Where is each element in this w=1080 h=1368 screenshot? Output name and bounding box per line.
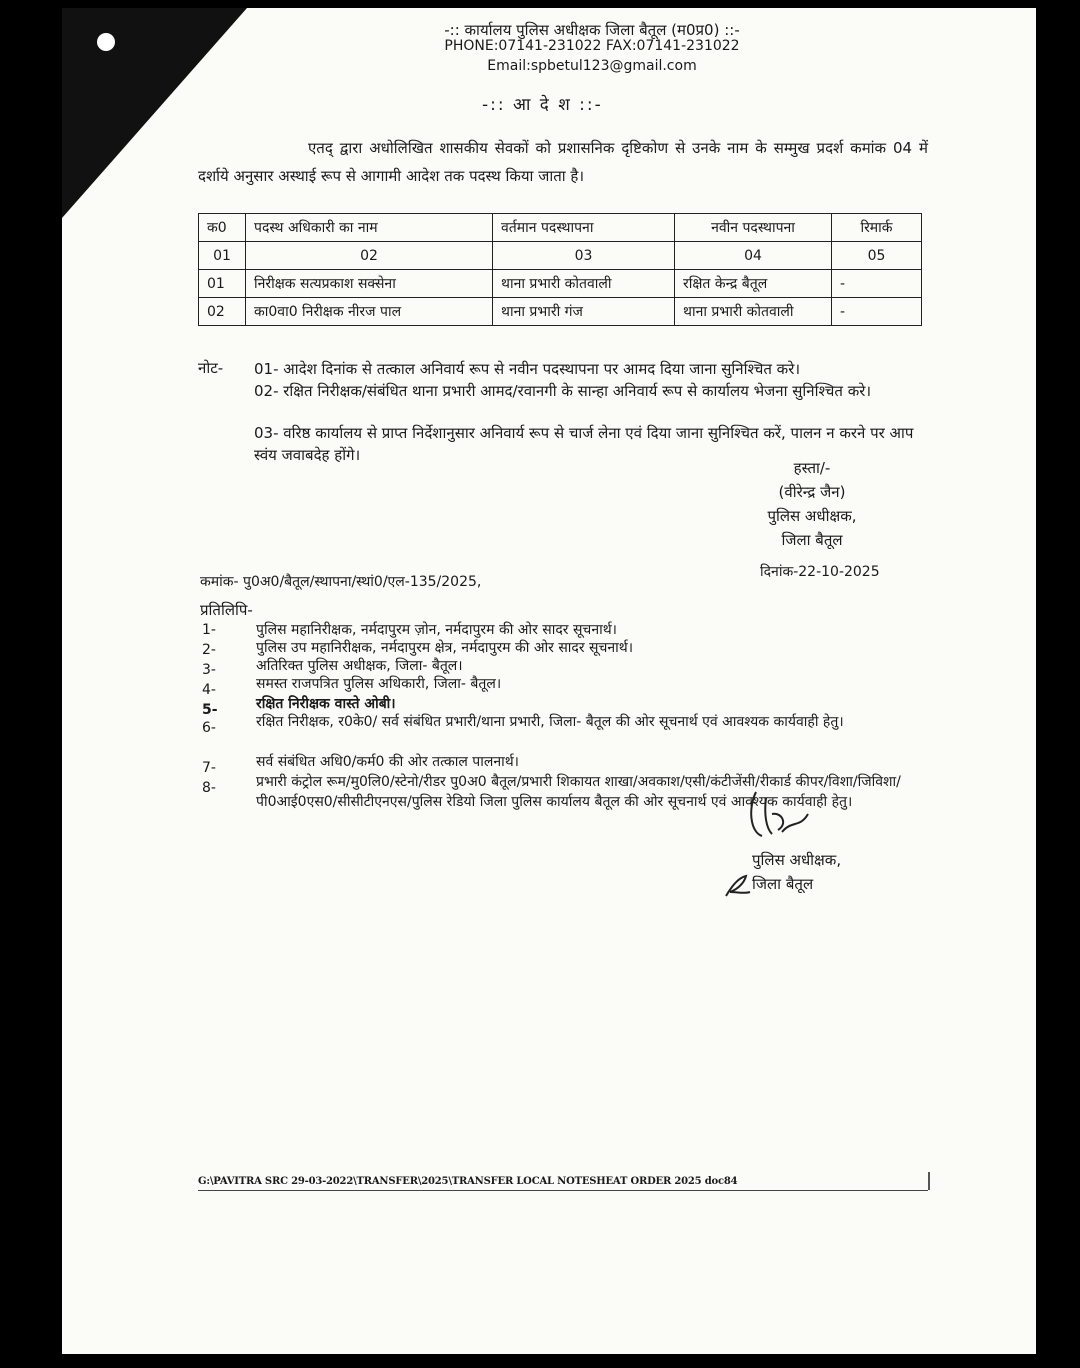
table-cell: थाना प्रभारी कोतवाली	[493, 270, 675, 298]
table-cell: 02	[199, 298, 246, 326]
copy-number: 3-	[202, 662, 216, 678]
table-row	[199, 270, 922, 298]
signatory-district: जिला बैतूल	[752, 875, 814, 893]
initials-mark	[722, 870, 754, 900]
table-cell: 05	[832, 242, 922, 270]
copy-number: 5-	[202, 702, 218, 718]
copy-item: रक्षित निरीक्षक वास्ते ओबी।	[256, 696, 396, 712]
table-cell: थाना प्रभारी गंज	[493, 298, 675, 326]
copy-number: 2-	[202, 642, 216, 658]
file-path-footer: G:\PAVITRA SRC 29-03-2022\TRANSFER\2025\TRANSFER LOCAL NOTESHEAT ORDER 2025 doc84	[198, 1176, 738, 1187]
table-cell: -	[832, 298, 922, 326]
copy-item: पुलिस उप महानिरीक्षक, नर्मदापुरम क्षेत्र, नर्मदापुरम की ओर सादर सूचनार्थ।	[256, 640, 634, 656]
table-cell: 01	[199, 270, 246, 298]
copy-heading: प्रतिलिपि-	[200, 601, 253, 619]
table-header: वर्तमान पदस्थापना	[493, 214, 675, 242]
copy-item: प्रभारी कंट्रोल रूम/मु0लि0/स्टेनो/रीडर पु0अ0 बैतूल/प्रभारी शिकायत शाखा/अवकाश/एसी/कंटीजेंसी/रीकार्ड कीपर/विशा/जिविशा/पी0आई0एस0/सीसीटीएनएस/पुलिस रेडियो जिला पुलिस कार्यालय बैतूल की ओर सूचनार्थ एवं आवश्यक कार्यवाही हेतु।	[256, 774, 901, 810]
table-cell: रक्षित केन्द्र बैतूल	[675, 270, 832, 298]
order-date: दिनांक-22-10-2025	[760, 564, 880, 580]
order-intro: एतद् द्वारा अधोलिखित शासकीय सेवकों को प्रशासनिक दृष्टिकोण से उनके नाम के सम्मुख प्रदर्श कमांक 04 में दर्शाये अनुसार अस्थाई रूप से आगामी आदेश तक पदस्थ किया जाता है।	[198, 139, 928, 185]
office-email: Email:spbetul123@gmail.com	[487, 58, 697, 74]
copy-number: 7-	[202, 760, 216, 776]
table-cell: 04	[675, 242, 832, 270]
table-cell: निरीक्षक सत्यप्रकाश सक्सेना	[246, 270, 493, 298]
signed-label: हस्ता/-	[793, 459, 831, 477]
table-cell: -	[832, 270, 922, 298]
note-label: नोट-	[198, 359, 224, 377]
punch-hole-icon	[97, 33, 115, 51]
signature-block	[752, 456, 872, 552]
copy-number: 6-	[202, 720, 216, 736]
handwritten-signature	[742, 784, 822, 844]
copy-number: 4-	[202, 682, 216, 698]
copy-item: समस्त राजपत्रित पुलिस अधिकारी, जिला- बैतूल।	[256, 676, 502, 692]
table-header: रिमार्क	[832, 214, 922, 242]
table-row	[199, 298, 922, 326]
copy-number: 1-	[202, 622, 216, 638]
copy-item: पुलिस महानिरीक्षक, नर्मदापुरम ज़ोन, नर्मदापुरम की ओर सादर सूचनार्थ।	[256, 622, 617, 638]
table-header: नवीन पदस्थापना	[675, 214, 832, 242]
note-item: 03- वरिष्ठ कार्यालय से प्राप्त निर्देशानुसार अनिवार्य रूप से चार्ज लेना एवं दिया जाना सुनिश्चित करें, पालन न करने पर आप स्वंय जवाबदेह होंगे।	[254, 424, 914, 464]
footer-mark	[928, 1172, 930, 1190]
table-header: पदस्थ अधिकारी का नाम	[246, 214, 493, 242]
office-title: -:: कार्यालय पुलिस अधीक्षक जिला बैतूल (म0प्र0) ::-	[444, 21, 740, 39]
table-cell: थाना प्रभारी कोतवाली	[675, 298, 832, 326]
table-cell: 02	[246, 242, 493, 270]
table-cell: 01	[199, 242, 246, 270]
copy-item: रक्षित निरीक्षक, र0के0/ सर्व संबंधित प्रभारी/थाना प्रभारी, जिला- बैतूल की ओर सूचनार्थ एवं आवश्यक कार्यवाही हेतु।	[256, 714, 844, 730]
footer-divider	[198, 1190, 928, 1191]
table-header-row	[199, 214, 922, 242]
copy-item: सर्व संबंधित अधि0/कर्म0 की ओर तत्काल पालनार्थ।	[256, 754, 519, 770]
signatory-designation: पुलिस अधीक्षक,	[752, 851, 842, 869]
corner-fold-mark	[62, 8, 312, 228]
copy-number: 8-	[202, 780, 216, 796]
signatory-name: (वीरेन्द्र जैन)	[778, 483, 846, 501]
order-title: -:: आ दे श ::-	[482, 95, 603, 115]
table-cell: का0वा0 निरीक्षक नीरज पाल	[246, 298, 493, 326]
signatory-designation: पुलिस अधीक्षक,	[767, 507, 857, 525]
note-item: 01- आदेश दिनांक से तत्काल अनिवार्य रूप से नवीन पदस्थापना पर आमद दिया जाना सुनिश्चित करे।	[254, 360, 801, 378]
note-item: 02- रक्षित निरीक्षक/संबंधित थाना प्रभारी आमद/रवानगी के सान्हा अनिवार्य रूप से कार्यालय भेजना सुनिश्चित करे।	[254, 382, 872, 400]
signatory-district: जिला बैतूल	[781, 531, 843, 549]
office-phone: PHONE:07141-231022 FAX:07141-231022	[444, 38, 740, 54]
document-page	[62, 8, 1036, 1354]
transfer-table	[198, 213, 922, 326]
reference-number: कमांक- पु0अ0/बैतूल/स्थापना/स्थां0/एल-135/2025,	[200, 574, 482, 590]
signature-block-2	[752, 848, 841, 896]
copy-item: अतिरिक्त पुलिस अधीक्षक, जिला- बैतूल।	[256, 658, 463, 674]
table-number-row	[199, 242, 922, 270]
table-cell: 03	[493, 242, 675, 270]
table-header: क0	[199, 214, 246, 242]
